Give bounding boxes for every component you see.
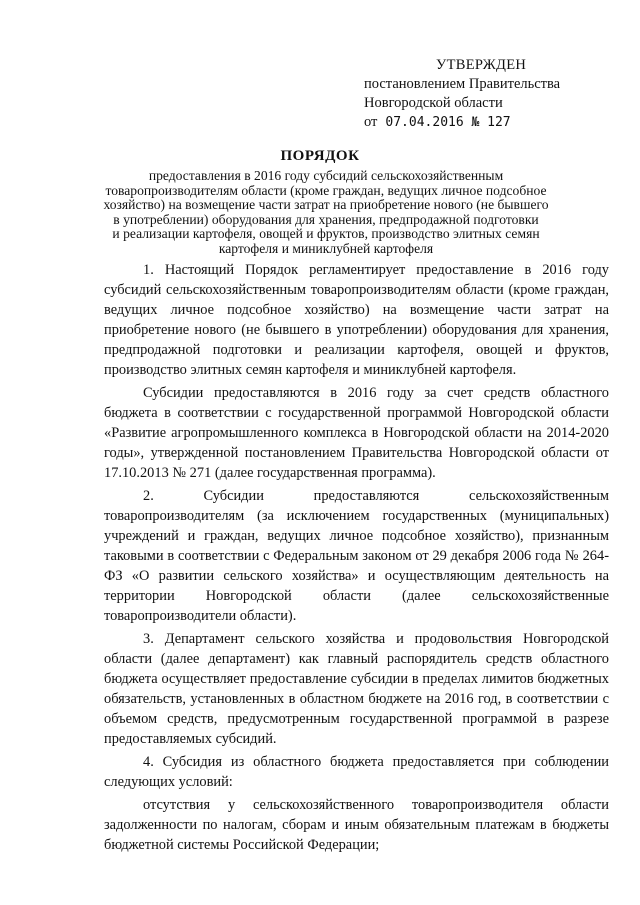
document-title: ПОРЯДОК: [280, 148, 360, 164]
subtitle-line: предоставления в 2016 году субсидий сельскохозяйственным: [148, 168, 504, 183]
approved-region-line: Новгородской области: [364, 95, 503, 111]
document-body: [104, 260, 609, 858]
approved-by-line: постановлением Правительства: [364, 76, 561, 92]
paragraph-2: 2. Субсидии предоставляются сельскохозяйственным товаропроизводителям (за исключением государственных (муниципальных) учреждений и граждан, ведущих личное подсобное хозяйство), признанным таковыми в соответствии с Федеральным законом от 29 декабря 2006 года № 264-ФЗ «О развитии сельского хозяйства» и осуществляющим деятельность на территории Новгородской области (далее сельскохозяйственные товаропроизводители области).: [104, 488, 609, 624]
approval-date: 07.04.2016 № 127: [385, 115, 511, 130]
approval-date-line: [364, 113, 614, 132]
subtitle-line: в употреблении) оборудования для хранения, предпродажной подготовки: [113, 211, 539, 227]
date-prefix: от: [364, 114, 378, 130]
paragraph-4: 4. Субсидия из областного бюджета предоставляется при соблюдении следующих условий:: [104, 754, 609, 790]
document-subtitle: [100, 169, 552, 256]
paragraph-1: 1. Настоящий Порядок регламентирует предоставление в 2016 году субсидий сельскохозяйственным товаропроизводителям области (кроме граждан, ведущих личное подсобное хозяйство) на возмещение части затрат на приобретение нового (не бывшего в употреблении) оборудования для хранения, предпродажной подготовки и реализации картофеля, овощей и фруктов, производство элитных семян картофеля и миниклубней картофеля.: [104, 262, 609, 378]
paragraph-condition: отсутствия у сельскохозяйственного товаропроизводителя области задолженности по налогам, сборам и иным обязательным платежам в бюджеты бюджетной системы Российской Федерации;: [104, 797, 609, 853]
approval-block: [364, 56, 614, 132]
paragraph-3: 3. Департамент сельского хозяйства и продовольствия Новгородской области (далее департамент) как главный распорядитель средств областного бюджета осуществляет предоставление субсидии в пределах лимитов бюджетных обязательств, установленных в областном бюджете на 2016 год, в соответствии с объемом средств, предусмотренным государственной программой в разрезе предоставляемых субсидий.: [104, 631, 609, 747]
subtitle-line: картофеля и миниклубней картофеля: [218, 240, 434, 256]
subtitle-line: и реализации картофеля, овощей и фруктов, производство элитных семян: [112, 226, 540, 241]
subtitle-line: товаропроизводителям области (кроме граждан, ведущих личное подсобное: [105, 182, 547, 198]
approved-title: УТВЕРЖДЕН: [436, 57, 527, 73]
subtitle-line: хозяйство) на возмещение части затрат на приобретение нового (не бывшего: [103, 197, 549, 212]
paragraph-funding: Субсидии предоставляются в 2016 году за счет средств областного бюджета в соответствии с государственной программой Новгородской области «Развитие агропромышленного комплекса в Новгородской области на 2014-2020 годы», утвержденной постановлением Правительства Новгородской области от 17.10.2013 № 271 (далее государственная программа).: [104, 385, 609, 481]
